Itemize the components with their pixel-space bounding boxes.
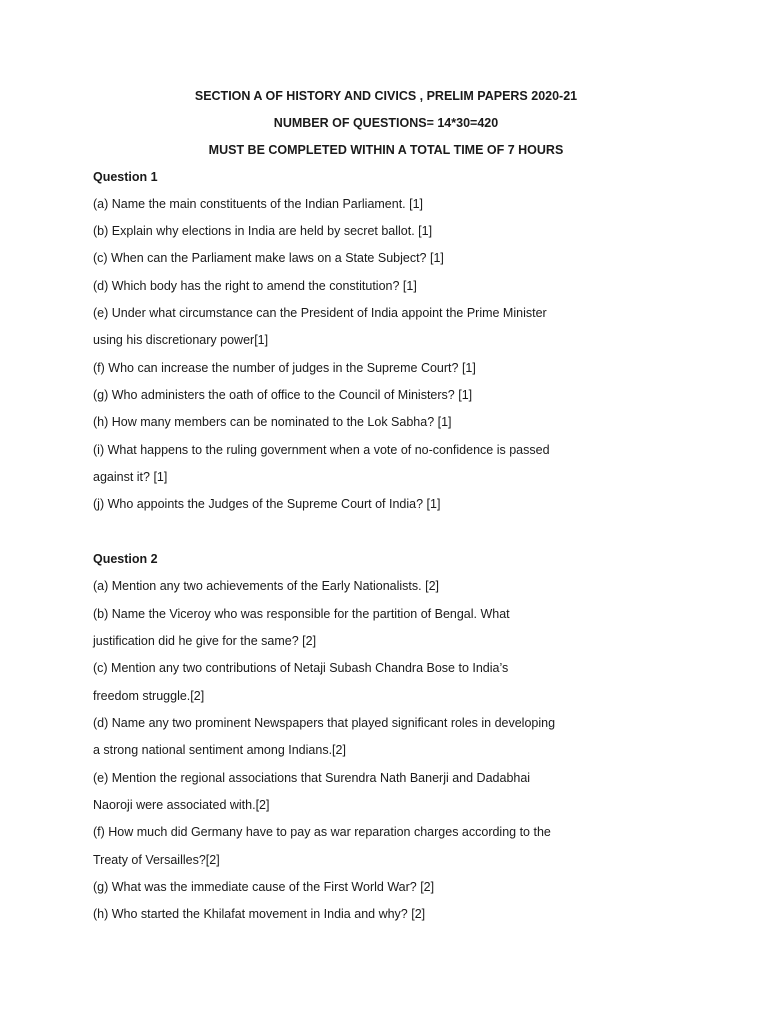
q1-line: (d) Which body has the right to amend the constitution? [1] — [93, 279, 417, 293]
q1-line: against it? [1] — [93, 470, 168, 484]
q1-line: (a) Name the main constituents of the Indian Parliament. [1] — [93, 197, 424, 211]
q2-line: (b) Name the Viceroy who was responsible for the partition of Bengal. What — [93, 607, 510, 621]
q1-line: (f) Who can increase the number of judges in the Supreme Court? [1] — [93, 361, 476, 375]
q1-line: (i) What happens to the ruling government when a vote of no-confidence is passed — [93, 443, 550, 457]
question-2-title: Question 2 — [93, 552, 158, 566]
q1-line: using his discretionary power[1] — [93, 333, 269, 347]
q1-line: (c) When can the Parliament make laws on a State Subject? [1] — [93, 251, 444, 265]
q1-line: (j) Who appoints the Judges of the Supreme Court of India? [1] — [93, 497, 441, 511]
q2-line: justification did he give for the same? [2] — [93, 634, 317, 648]
q1-line: (g) Who administers the oath of office to the Council of Ministers? [1] — [93, 388, 473, 402]
q2-line: freedom struggle.[2] — [93, 689, 205, 703]
q2-line: Treaty of Versailles?[2] — [93, 853, 220, 867]
question-count-line: NUMBER OF QUESTIONS= 14*30=420 — [273, 116, 499, 130]
time-limit-line: MUST BE COMPLETED WITHIN A TOTAL TIME OF 7 HOURS — [208, 143, 564, 157]
q2-line: (c) Mention any two contributions of Netaji Subash Chandra Bose to India’s — [93, 661, 509, 675]
q2-line: (a) Mention any two achievements of the Early Nationalists. [2] — [93, 579, 439, 593]
q1-line: (h) How many members can be nominated to the Lok Sabha? [1] — [93, 415, 452, 429]
q2-line: (e) Mention the regional associations that Surendra Nath Banerji and Dadabhai — [93, 771, 531, 785]
q2-line: (h) Who started the Khilafat movement in India and why? [2] — [93, 907, 426, 921]
q2-line: a strong national sentiment among Indians.[2] — [93, 743, 346, 757]
q2-line: Naoroji were associated with.[2] — [93, 798, 270, 812]
q2-line: (f) How much did Germany have to pay as war reparation charges according to the — [93, 825, 551, 839]
q1-line: (b) Explain why elections in India are held by secret ballot. [1] — [93, 224, 433, 238]
q1-line: (e) Under what circumstance can the President of India appoint the Prime Minister — [93, 306, 547, 320]
q2-line: (g) What was the immediate cause of the First World War? [2] — [93, 880, 435, 894]
question-1-title: Question 1 — [93, 170, 158, 184]
q2-line: (d) Name any two prominent Newspapers that played significant roles in developing — [93, 716, 556, 730]
exam-title: SECTION A OF HISTORY AND CIVICS , PRELIM PAPERS 2020-21 — [194, 89, 578, 103]
